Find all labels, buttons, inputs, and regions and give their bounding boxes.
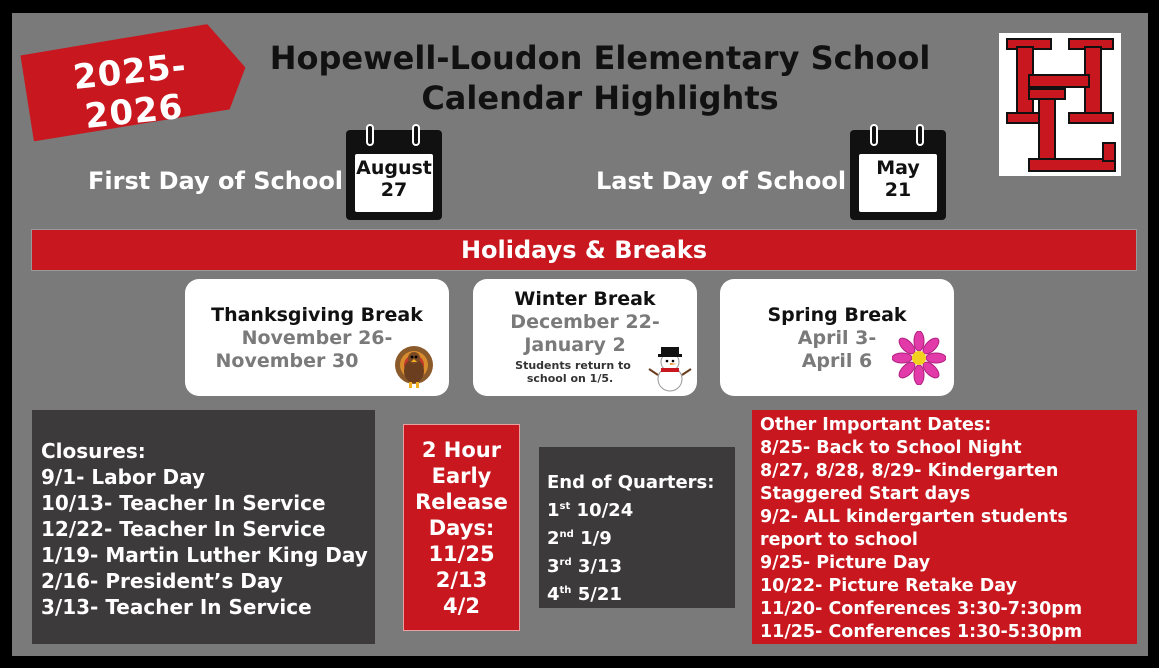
- quarter-date: 5/21: [577, 584, 622, 605]
- title-line-2: Calendar Highlights: [421, 79, 779, 117]
- winter-break-card: [473, 279, 697, 396]
- quarter-item: [547, 579, 735, 607]
- other-date-item: 9/25- Picture Day: [760, 553, 931, 573]
- last-day-date: 21: [884, 179, 912, 201]
- year-label: 2025-2026: [71, 46, 189, 137]
- break-start: December 22-: [510, 311, 660, 333]
- early-release-date: 4/2: [443, 594, 480, 618]
- other-date-item: 11/20- Conferences 3:30-7:30pm: [760, 599, 1083, 619]
- early-release-title-3: Release: [415, 490, 508, 514]
- quarter-suffix: th: [559, 585, 572, 596]
- closure-item: 2/16- President’s Day: [41, 569, 283, 593]
- break-end: January 2: [524, 334, 626, 356]
- quarters-box: [539, 447, 735, 608]
- quarter-item: [547, 523, 735, 551]
- last-day-label: Last Day of School: [596, 167, 847, 195]
- flower-icon: [892, 331, 946, 385]
- quarter-item: [547, 495, 735, 523]
- quarter-item: [547, 551, 735, 579]
- early-release-title-2: Early: [431, 464, 492, 488]
- break-name: Thanksgiving Break: [211, 304, 423, 326]
- break-start: November 26-: [241, 327, 393, 349]
- first-day-month: August: [356, 157, 432, 179]
- last-day-calendar-icon: [850, 130, 946, 220]
- other-dates-title: Other Important Dates:: [760, 415, 992, 435]
- last-day-month: May: [876, 157, 920, 179]
- early-release-title-1: 2 Hour: [421, 438, 502, 462]
- turkey-icon: [391, 343, 437, 389]
- break-name: Winter Break: [514, 288, 656, 310]
- closure-item: 3/13- Teacher In Service: [41, 595, 312, 619]
- early-release-date: 2/13: [435, 568, 488, 592]
- first-day-label: First Day of School: [88, 167, 344, 195]
- quarter-date: 3/13: [577, 556, 623, 577]
- closure-item: 10/13- Teacher In Service: [41, 491, 326, 515]
- other-dates-box: [752, 410, 1137, 644]
- break-end: April 6: [801, 350, 873, 372]
- holidays-banner: Holidays & Breaks: [31, 229, 1137, 271]
- return-note-2: school on 1/5.: [526, 372, 614, 385]
- return-note-1: Students return to: [515, 359, 631, 372]
- other-date-item: 11/25- Conferences 1:30-5:30pm: [760, 622, 1083, 642]
- quarter-suffix: rd: [559, 557, 572, 568]
- other-date-item: report to school: [760, 530, 918, 550]
- early-release-title-4: Days:: [428, 516, 495, 540]
- quarter-date: 10/24: [576, 500, 634, 521]
- school-logo: [999, 33, 1121, 176]
- quarter-date: 1/9: [580, 528, 612, 549]
- break-name: Spring Break: [767, 304, 907, 326]
- quarter-number: 1: [547, 500, 560, 521]
- quarter-number: 2: [547, 528, 560, 549]
- snowman-icon: [647, 345, 693, 393]
- other-date-item: Staggered Start days: [760, 484, 971, 504]
- thanksgiving-break-card: [185, 279, 449, 396]
- other-date-item: 8/27, 8/28, 8/29- Kindergarten: [760, 461, 1059, 481]
- title-line-1: Hopewell-Loudon Elementary School: [269, 39, 931, 77]
- early-release-box: [403, 424, 520, 631]
- closures-box: [32, 410, 375, 644]
- closures-title: Closures:: [41, 439, 146, 463]
- closure-item: 12/22- Teacher In Service: [41, 517, 326, 541]
- quarter-number: 3: [547, 556, 560, 577]
- other-date-item: 10/22- Picture Retake Day: [760, 576, 1017, 596]
- early-release-date: 11/25: [428, 542, 495, 566]
- quarter-number: 4: [547, 584, 560, 605]
- closure-item: 1/19- Martin Luther King Day: [41, 543, 368, 567]
- break-end: November 30: [215, 350, 359, 372]
- first-day-calendar-icon: [346, 130, 442, 220]
- quarter-suffix: st: [559, 501, 571, 512]
- other-date-item: 8/25- Back to School Night: [760, 438, 1022, 458]
- page-title: [240, 38, 960, 118]
- other-date-item: 9/2- ALL kindergarten students: [760, 507, 1068, 527]
- first-day-date: 27: [380, 179, 408, 201]
- closure-item: 9/1- Labor Day: [41, 465, 206, 489]
- break-start: April 3-: [797, 327, 877, 349]
- quarters-title: End of Quarters:: [547, 472, 715, 493]
- hl-logo-icon: [999, 33, 1121, 176]
- quarter-suffix: nd: [559, 529, 574, 540]
- spring-break-card: [720, 279, 954, 396]
